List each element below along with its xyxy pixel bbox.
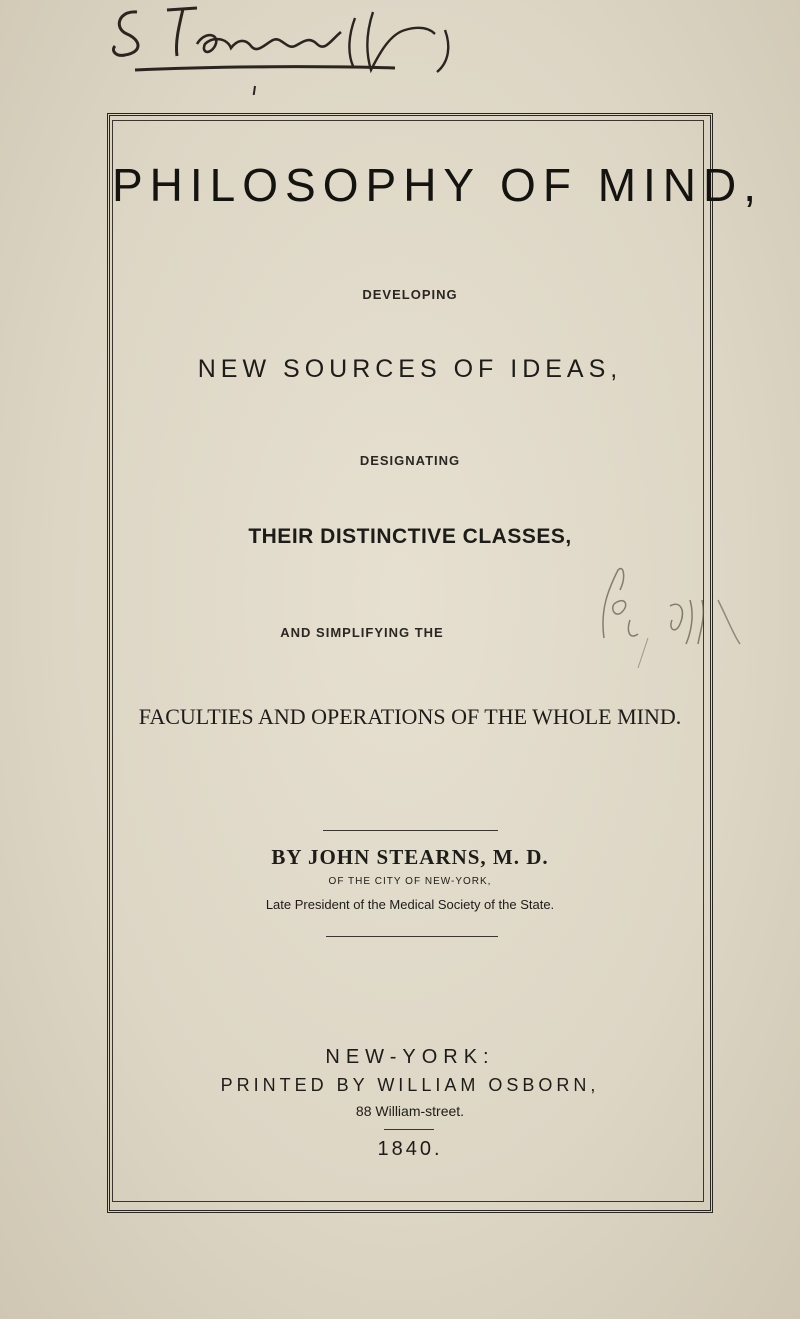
developing-label: DEVELOPING bbox=[362, 287, 458, 302]
author-title: Late President of the Medical Society of the State. bbox=[265, 897, 555, 912]
author-name: BY JOHN STEARNS, M. D. bbox=[271, 845, 549, 869]
divider-middle bbox=[326, 936, 498, 937]
divider-top bbox=[323, 830, 498, 831]
handwritten-annotation bbox=[590, 560, 750, 680]
designating-label: DESIGNATING bbox=[359, 453, 461, 468]
publication-year: 1840. bbox=[377, 1138, 443, 1160]
faculties-line: FACULTIES AND OPERATIONS OF THE WHOLE MIND. bbox=[138, 704, 682, 729]
printer-line: PRINTED BY WILLIAM OSBORN, bbox=[220, 1075, 600, 1095]
subtitle: NEW SOURCES OF IDEAS, bbox=[197, 355, 623, 383]
simplifying-line: AND SIMPLIFYING THE bbox=[280, 625, 444, 640]
handwritten-signature bbox=[105, 0, 545, 95]
printer-address: 88 William-street. bbox=[355, 1103, 465, 1119]
divider-bottom bbox=[384, 1129, 434, 1130]
classes-line: THEIR DISTINCTIVE CLASSES, bbox=[248, 525, 572, 548]
author-city: OF THE CITY OF NEW-YORK, bbox=[328, 876, 492, 887]
book-title: PHILOSOPHY OF MIND, bbox=[112, 159, 764, 211]
publication-place: NEW-YORK: bbox=[325, 1046, 495, 1068]
